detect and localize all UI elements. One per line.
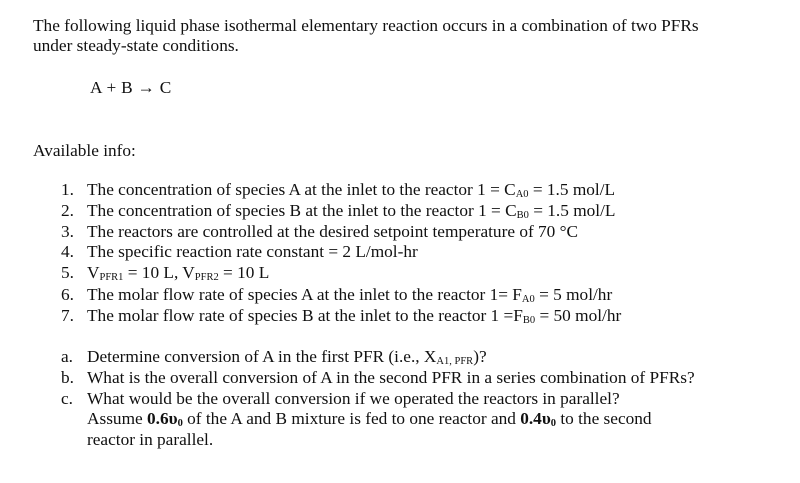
question-c: c. What would be the overall conversion if we operated the reactors in parallel?	[61, 389, 620, 408]
info-item-3: 3. The reactors are controlled at the desired setpoint temperature of 70 °C	[61, 222, 579, 241]
intro-line-1: The following liquid phase isothermal elementary reaction occurs in a combination of two PFRs	[33, 16, 699, 35]
question-c-assumption: Assume 0.6υ0 of the A and B mixture is fed to one reactor and 0.4υ0 to the second	[87, 409, 652, 429]
info-item-7: 7. The molar flow rate of species B at the inlet to the reactor 1 =FB0 = 50 mol/hr	[61, 306, 622, 326]
info-item-2: 2. The concentration of species B at the inlet to the reactor 1 = CB0 = 1.5 mol/L	[61, 201, 616, 221]
question-c-line-2: reactor in parallel.	[87, 430, 214, 449]
available-info-label: Available info:	[33, 141, 136, 160]
info-item-6: 6. The molar flow rate of species A at the inlet to the reactor 1= FA0 = 5 mol/hr	[61, 285, 613, 305]
question-a: a. Determine conversion of A in the first PFR (i.e., XA1, PFR)?	[61, 347, 487, 367]
intro-line-2: under steady-state conditions.	[33, 36, 239, 55]
info-item-5: 5. VPFR1 = 10 L, VPFR2 = 10 L	[61, 263, 270, 283]
info-item-4: 4. The specific reaction rate constant = 2 L/mol-hr	[61, 242, 418, 261]
reaction-equation: A + B → C	[90, 78, 172, 97]
info-item-1: 1. The concentration of species A at the inlet to the reactor 1 = CA0 = 1.5 mol/L	[61, 180, 616, 200]
question-b: b. What is the overall conversion of A in the second PFR in a series combination of PFRs?	[61, 368, 695, 387]
